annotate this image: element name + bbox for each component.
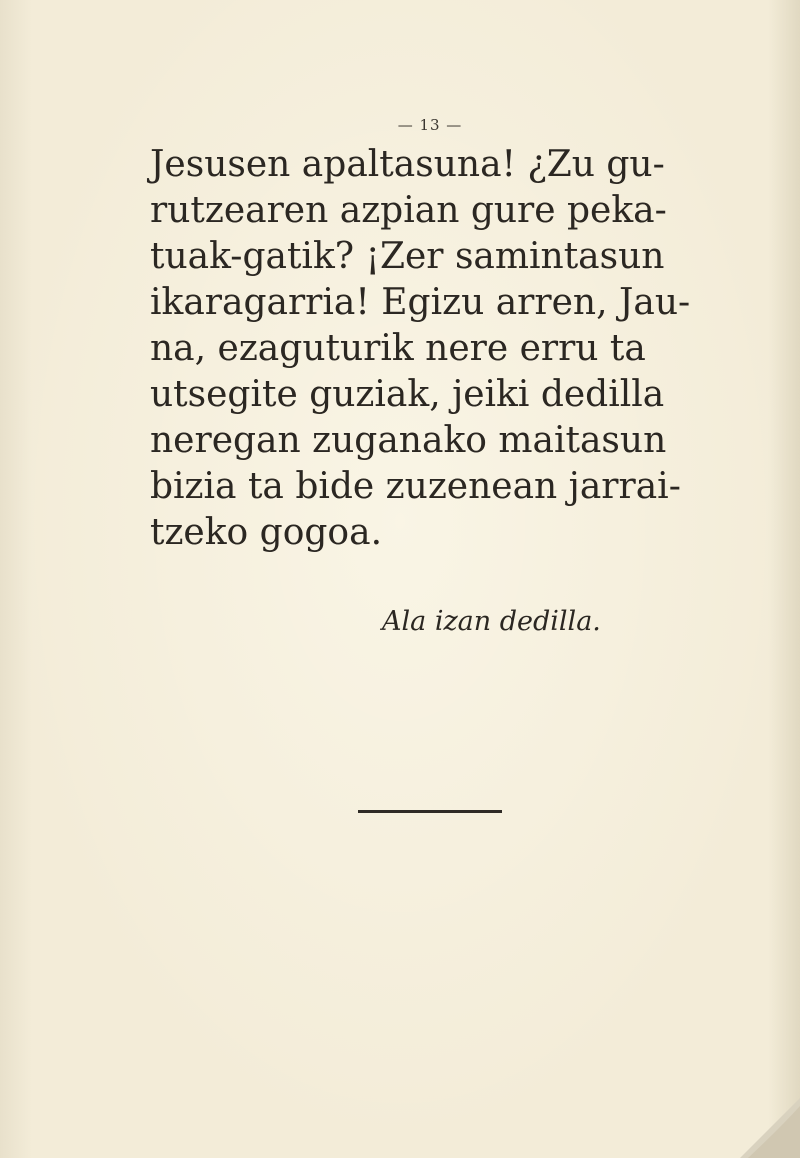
text-line: tzeko gogoa.	[150, 512, 383, 553]
text-line: bizia ta bide zuzenean jarrai-	[150, 466, 681, 507]
divider-rule	[358, 810, 502, 813]
text-line: rutzearen azpian gure peka-	[150, 190, 667, 231]
text-line: na, ezaguturik nere erru ta	[150, 328, 646, 369]
text-line: ikaragarria! Egizu arren, Jau-	[150, 282, 691, 323]
text-line: Jesusen apaltasuna! ¿Zu gu-	[150, 144, 665, 185]
prayer-text	[150, 142, 730, 556]
page-number: — 13 —	[397, 116, 463, 134]
closing-amen: Ala izan dedilla.	[382, 606, 601, 637]
text-line: utsegite guziak, jeiki dedilla	[150, 374, 665, 415]
text-line: neregan zuganako maitasun	[150, 420, 667, 461]
text-line: tuak-gatik? ¡Zer samintasun	[150, 236, 665, 277]
page-corner-curl	[740, 1098, 800, 1158]
